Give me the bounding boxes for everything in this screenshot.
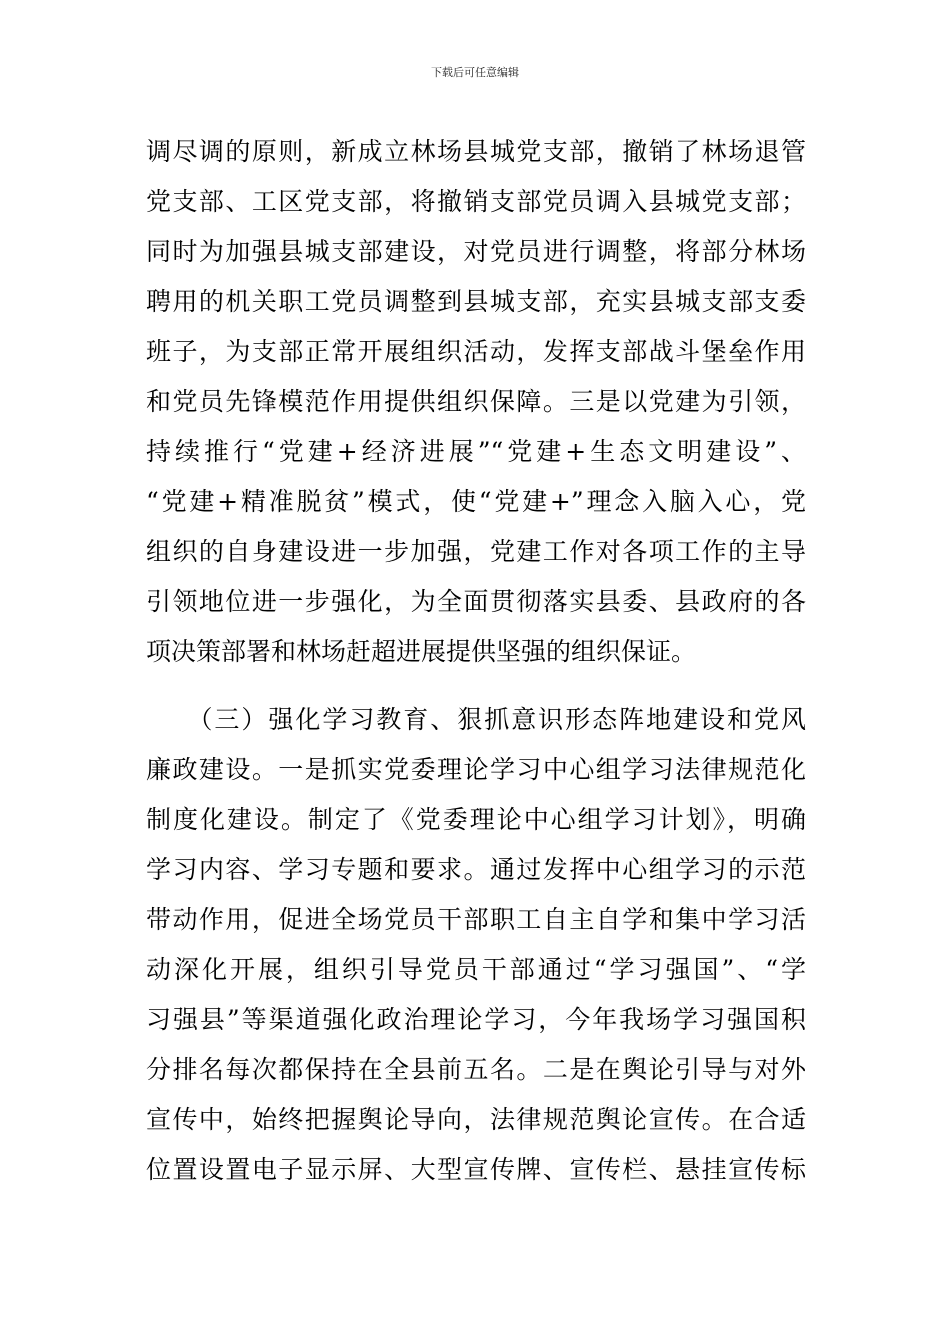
text-line: 廉政建设。一是抓实党委理论学习中心组学习法律规范化 (146, 755, 806, 784)
paragraph-party-branch (146, 127, 806, 677)
text-line: 带动作用，促进全场党员干部职工自主自学和集中学习活 (146, 905, 806, 934)
page-header: 下载后可任意编辑 (431, 66, 519, 79)
text-line: 同时为加强县城支部建设，对党员进行调整，将部分林场 (146, 237, 806, 266)
text-line: 引领地位进一步强化，为全面贯彻落实县委、县政府的各 (146, 587, 806, 616)
text-line: 聘用的机关职工党员调整到县城支部，充实县城支部支委 (146, 287, 806, 316)
text-line: 动深化开展，组织引导党员干部通过“学习强国”、“学 (146, 955, 806, 984)
text-line: 制度化建设。制定了《党委理论中心组学习计划》，明确 (146, 805, 806, 834)
text-line: 调尽调的原则，新成立林场县城党支部，撤销了林场退管 (146, 137, 806, 166)
text-line: 组织的自身建设进一步加强，党建工作对各项工作的主导 (146, 537, 806, 566)
text-line: 持续推行“党建+经济进展”“党建+生态文明建设”、 (146, 437, 806, 466)
text-line: 位置设置电子显示屏、大型宣传牌、宣传栏、悬挂宣传标 (146, 1155, 806, 1184)
text-line: 班子，为支部正常开展组织活动，发挥支部战斗堡垒作用 (146, 337, 806, 366)
text-line: 分排名每次都保持在全县前五名。二是在舆论引导与对外 (146, 1055, 806, 1084)
text-line: 党支部、工区党支部，将撤销支部党员调入县城党支部； (146, 187, 806, 216)
text-line: 习强县”等渠道强化政治理论学习，今年我场学习强国积 (146, 1005, 806, 1034)
text-line: 宣传中，始终把握舆论导向，法律规范舆论宣传。在合适 (146, 1105, 806, 1134)
text-line: 和党员先锋模范作用提供组织保障。三是以党建为引领， (146, 387, 806, 416)
text-line: （三）强化学习教育、狠抓意识形态阵地建设和党风 (146, 705, 806, 734)
text-line: “党建+精准脱贫”模式，使“党建+”理念入脑入心，党 (146, 487, 806, 516)
paragraph-study-education (146, 695, 806, 1195)
text-line: 学习内容、学习专题和要求。通过发挥中心组学习的示范 (146, 855, 806, 884)
text-line: 项决策部署和林场赶超进展提供坚强的组织保证。 (146, 637, 697, 666)
